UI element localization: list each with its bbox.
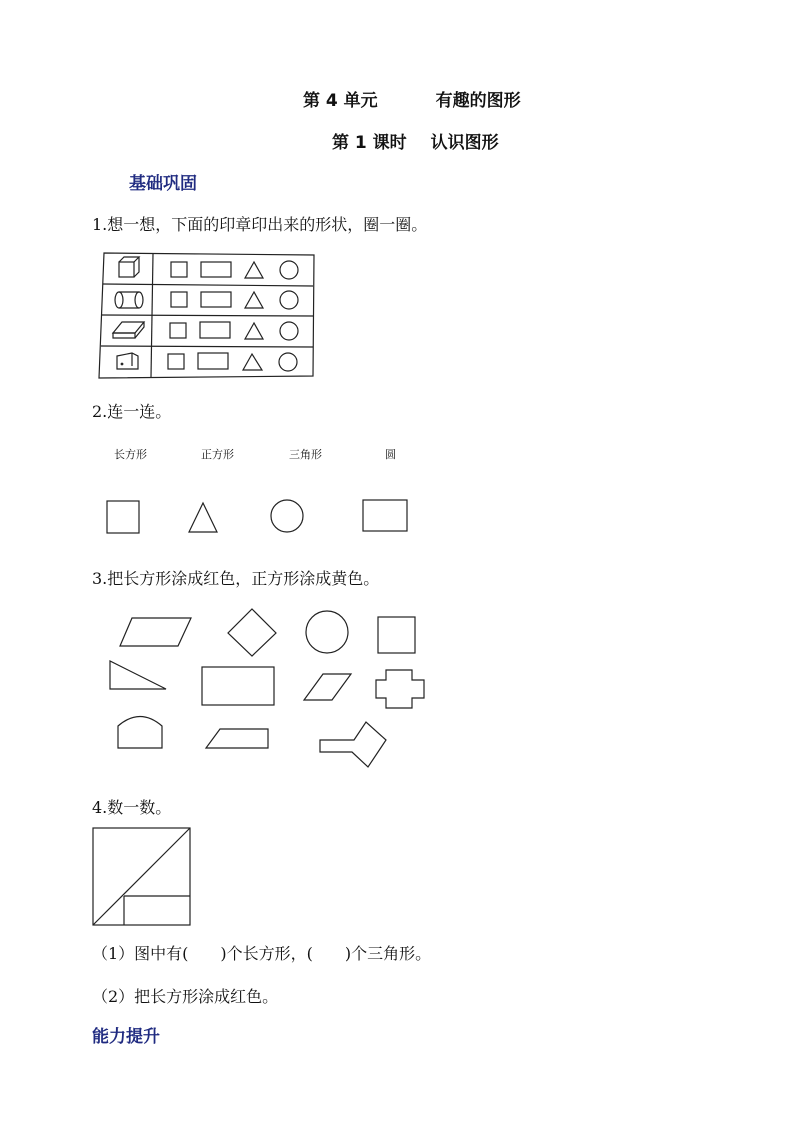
q4-diagonal [93,828,190,925]
lesson-number: 第 1 课时 [332,133,407,153]
lesson-title: 认识图形 [430,133,499,153]
label-circle[interactable]: 圆 [385,448,396,461]
question-4: 4.数一数。 [92,798,172,817]
label-triangle[interactable]: 三角形 [289,448,322,461]
section-basic: 基础巩固 [129,174,197,194]
label-rectangle[interactable]: 长方形 [114,448,147,461]
label-square[interactable]: 正方形 [201,448,234,461]
question-4-part-2: （2）把长方形涂成红色。 [92,987,279,1006]
unit-title: 有趣的图形 [435,91,521,111]
question-3: 3.把长方形涂成红色，正方形涂成黄色。 [92,569,380,588]
question-4-part-1[interactable]: （1）图中有( )个长方形，( )个三角形。 [92,944,432,963]
question-1: 1.想一想，下面的印章印出来的形状，圈一圈。 [92,215,428,234]
section-advanced: 能力提升 [92,1027,160,1047]
unit-number: 第 4 单元 [303,91,378,111]
question-2: 2.连一连。 [92,402,172,421]
